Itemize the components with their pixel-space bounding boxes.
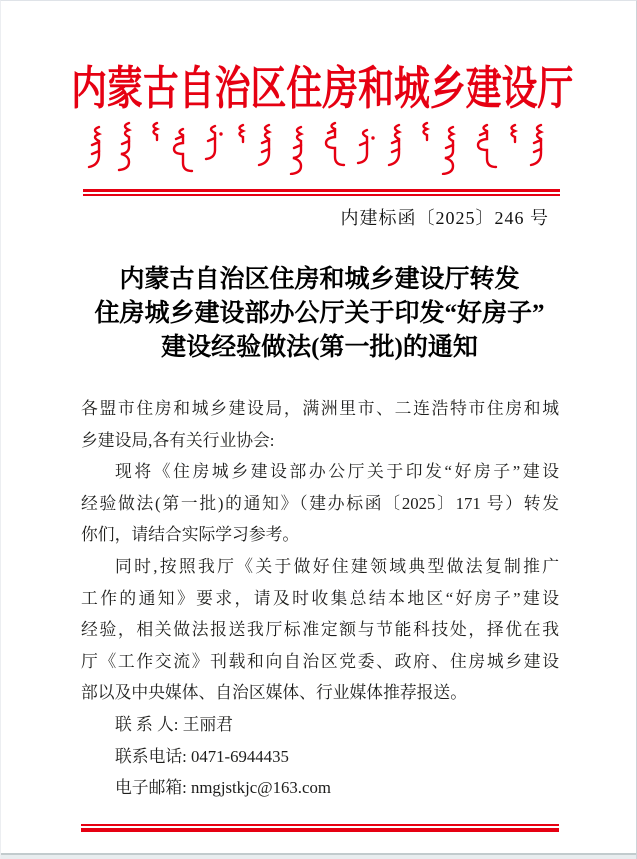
document-footer-rule [81,824,559,832]
body-line-para2-2: 工作的通知》要求，请及时收集总结本地区“好房子”建设 [81,588,559,608]
body-line-para1-2: 经验做法(第一批)的通知》（建办标函〔2025〕171 号）转发 [81,493,559,513]
document-title-line-2: 住房城乡建设部办公厅关于印发“好房子” [94,300,545,327]
body-line-recipients-2: 乡建设局,各有关行业协会: [81,430,275,450]
page-bottom-edge [1,853,636,859]
document-body [81,393,559,804]
body-line-para2-1: 同时,按照我厅《关于做好住建领域典型做法复制推广 [115,556,559,576]
body-line-recipients-1: 各盟市住房和城乡建设局，满洲里市、二连浩特市住房和城 [81,399,559,418]
contact-person-line: 联 系 人: 王丽君 [115,714,233,734]
document-title-line-1: 内蒙古自治区住房和城乡建设厅转发 [119,266,520,293]
body-line-para1-1: 现将《住房城乡建设部办公厅关于印发“好房子”建设 [115,462,559,482]
letterhead-separator-rule [83,189,560,196]
document-title-line-3: 建设经验做法(第一批)的通知 [161,334,478,361]
mongolian-script-letterhead [87,121,551,175]
contact-phone-line: 联系电话: 0471-6944435 [115,746,289,766]
document-number: 内建标函〔2025〕246 号 [340,208,549,228]
document-title [41,263,598,365]
agency-letterhead-title: 内蒙古自治区住房和城乡建设厅 [71,63,574,114]
body-line-para2-3: 经验，相关做法报送我厅标准定额与节能科技处，择优在我 [81,620,559,640]
contact-email-line: 电子邮箱: nmgjstkjc@163.com [115,778,331,798]
body-line-para1-3: 你们，请结合实际学习参考。 [81,525,300,545]
body-line-para2-4: 厅《工作交流》刊载和向自治区党委、政府、住房城乡建设 [81,651,559,671]
mongolian-script-graphic [87,121,551,175]
body-line-para2-5: 部以及中央媒体、自治区媒体、行业媒体推荐报送。 [81,683,467,703]
